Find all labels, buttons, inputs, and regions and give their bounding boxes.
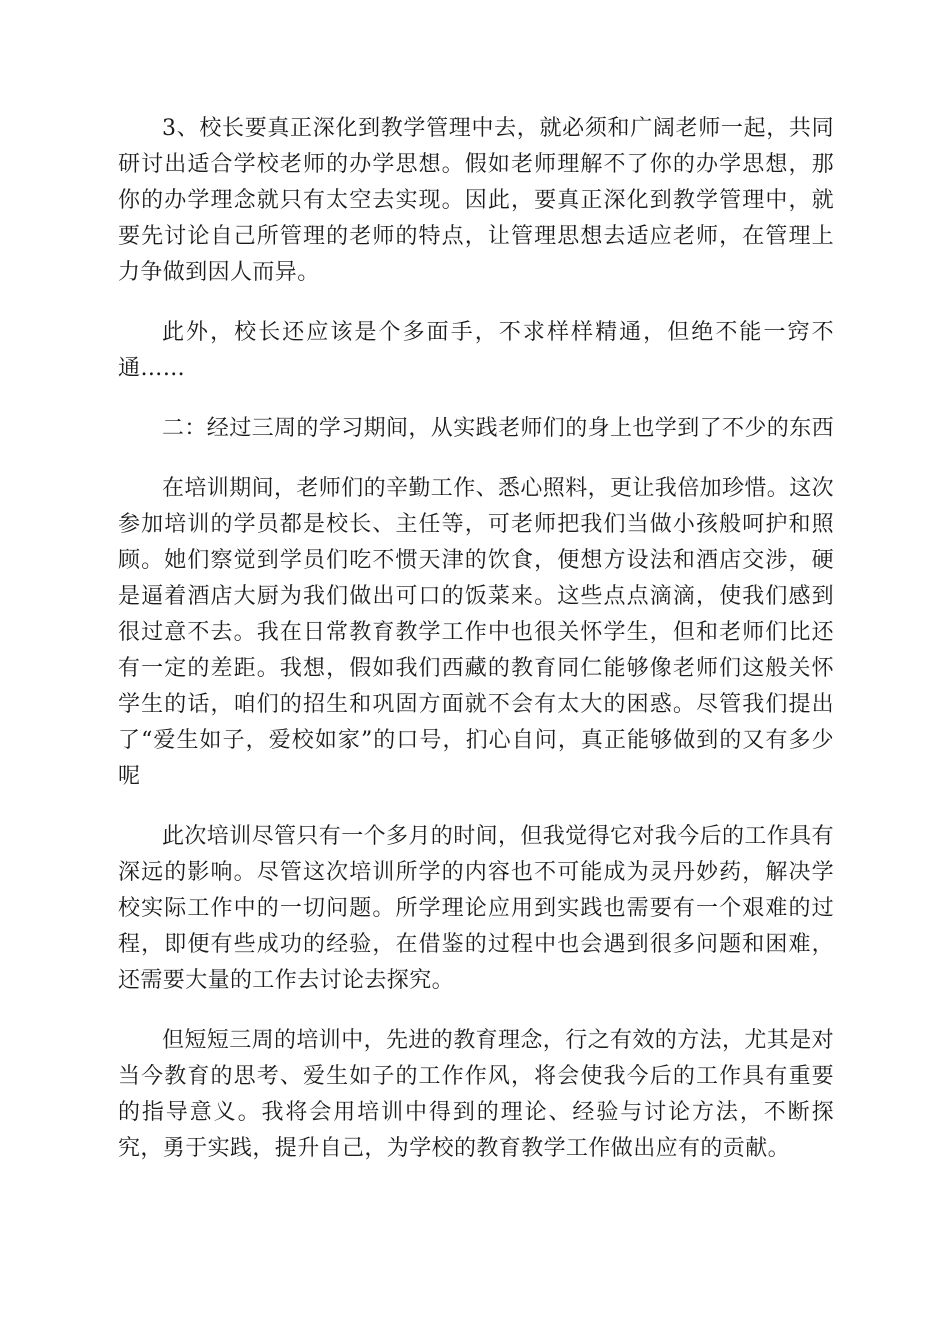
document-body [118,111,834,1191]
paragraph-versatile-principal: 此外，校长还应该是个多面手，不求样样精通，但绝不能一窍不通…… [118,320,834,381]
paragraph-training-impact: 此次培训尽管只有一个多月的时间，但我觉得它对我今后的工作具有深远的影响。尽管这次培训所学的内容也不可能成为灵丹妙药，解决学校实际工作中的一切问题。所学理论应用到实践也需要有一个艰难的过程，即便有些成功的经验，在借鉴的过程中也会遇到很多问题和困难，还需要大量的工作去讨论去探究。 [118,824,835,993]
paragraph-principal-teaching-management: 3、校长要真正深化到教学管理中去，就必须和广阔老师一起，共同研讨出适合学校老师的办学思想。假如老师理解不了你的办学思想，那你的办学理念就只有太空去实现。因此，要真正深化到教学管理中，就要先讨论自己所管理的老师的特点，让管理思想去适应老师，在管理上力争做到因人而异。 [118,116,834,285]
paragraph-conclusion: 但短短三周的培训中，先进的教育理念，行之有效的方法，尤其是对当今教育的思考、爱生如子的工作作风，将会使我今后的工作具有重要的指导意义。我将会用培训中得到的理论、经验与讨论方法，不断探究，勇于实践，提升自己，为学校的教育教学工作做出应有的贡献。 [118,1028,835,1161]
paragraph-teacher-care: 在培训期间，老师们的辛勤工作、悉心照料，更让我倍加珍惜。这次参加培训的学员都是校长、主任等，可老师把我们当做小孩般呵护和照顾。她们察觉到学员们吃不惯天津的饮食，便想方设法和酒店交涉，硬是逼着酒店大厨为我们做出可口的饭菜来。这些点点滴滴，使我们感到很过意不去。我在日常教育教学工作中也很关怀学生，但和老师们比还有一定的差距。我想，假如我们西藏的教育同仁能够像老师们这般关怀学生的话，咱们的招生和巩固方面就不会有太大的困惑。尽管我们提出了“爱生如子，爱校如家”的口号，扪心自问，真正能够做到的又有多少呢 [118,476,835,789]
section-heading-two: 二：经过三周的学习期间，从实践老师们的身上也学到了不少的东西 [162,416,835,441]
